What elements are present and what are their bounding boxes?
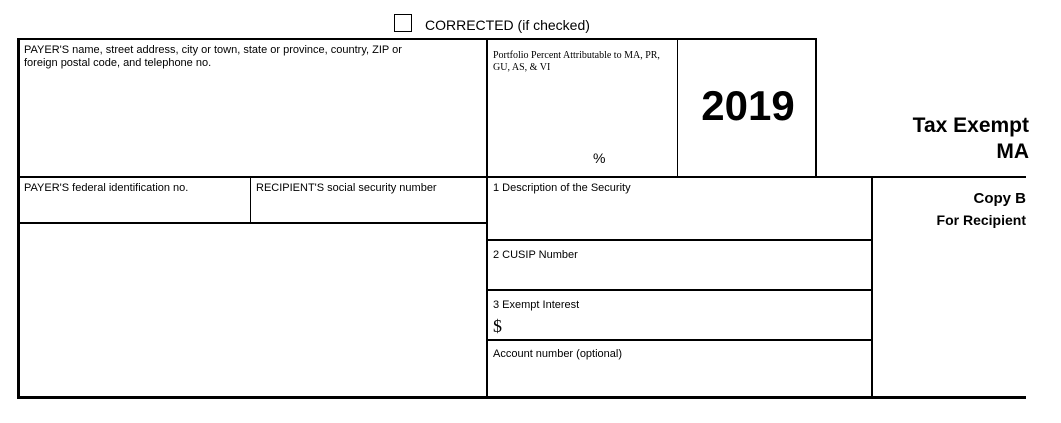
tax-year: 2019: [701, 82, 795, 129]
box2-field[interactable]: [489, 263, 869, 288]
col-divider-main: [486, 38, 488, 398]
id-row-bottom: [17, 222, 487, 224]
form-title-line2: MA: [996, 140, 1029, 163]
percent-symbol: %: [593, 150, 606, 166]
form-title-line1: Tax Exempt: [912, 114, 1029, 137]
payer-federal-id-field[interactable]: [20, 196, 248, 221]
portfolio-percent-label: Portfolio Percent Attributable to MA, PR, GU, AS, & VI: [493, 50, 660, 73]
payer-name-field[interactable]: [20, 72, 485, 174]
payer-name-label: PAYER'S name, street address, city or town, state or province, country, ZIP or foreign postal code, and telephone no.: [24, 44, 402, 69]
box3-bottom: [486, 339, 872, 341]
id-divider: [250, 176, 251, 223]
box2-label: 2 CUSIP Number: [493, 249, 578, 261]
for-recipient-label: For Recipient: [936, 212, 1026, 228]
bottom-border: [17, 396, 1026, 399]
account-number-field[interactable]: [489, 362, 869, 394]
recipient-ssn-label: RECIPIENT'S social security number: [256, 182, 437, 194]
corrected-checkbox[interactable]: [394, 14, 412, 32]
payer-federal-id-label: PAYER'S federal identification no.: [24, 182, 189, 194]
top-border: [17, 38, 817, 40]
box1-bottom: [486, 239, 872, 241]
recipient-ssn-field[interactable]: [252, 196, 484, 221]
portfolio-year-divider: [677, 38, 678, 178]
recipient-info-area[interactable]: [20, 225, 485, 395]
account-number-label: Account number (optional): [493, 348, 623, 360]
box1-field[interactable]: [489, 196, 869, 238]
boxes-right-border: [871, 176, 873, 398]
dollar-symbol: $: [493, 316, 502, 336]
right-top-line: [871, 176, 1026, 178]
box2-bottom: [486, 289, 872, 291]
row1-divider: [17, 176, 872, 178]
corrected-label: CORRECTED (if checked): [425, 17, 590, 33]
box3-field[interactable]: [508, 313, 868, 338]
box3-label: 3 Exempt Interest: [493, 299, 580, 311]
copy-label: Copy B: [973, 190, 1026, 207]
box1-label: 1 Description of the Security: [493, 182, 631, 194]
